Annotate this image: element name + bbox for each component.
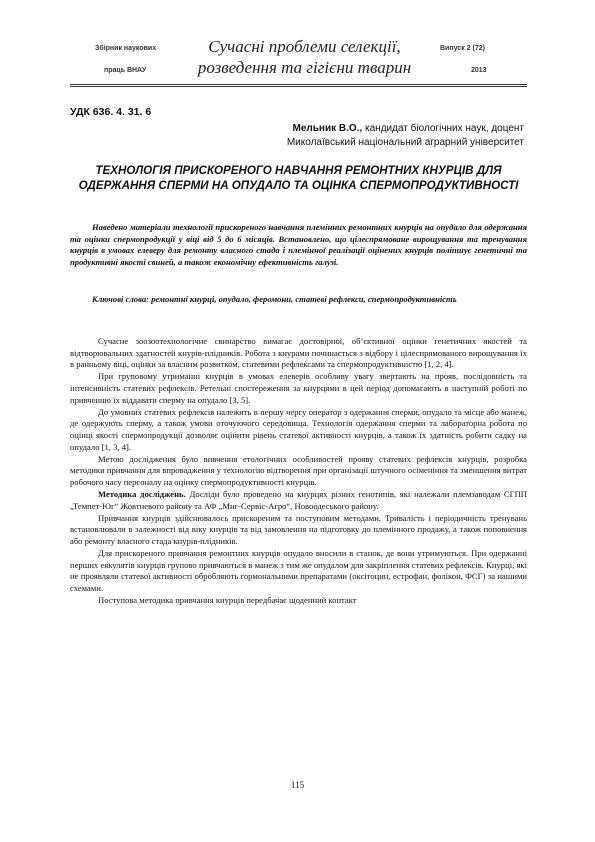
article-body — [70, 336, 527, 607]
body-paragraph — [70, 371, 527, 406]
keywords-text: ремонтні кнурці, опудало, феромони, статеві рефлекси, спермопродуктивність — [149, 294, 457, 304]
author-name: Мельник В.О., — [292, 123, 363, 134]
keywords — [70, 294, 527, 306]
section-heading: Методика досліджень. — [98, 489, 186, 500]
article-title: ТЕХНОЛОГІЯ ПРИСКОРЕНОГО НАВЧАННЯ РЕМОНТНИХ КНУРЦІВ ДЛЯ ОДЕРЖАННЯ СПЕРМИ НА ОПУДАЛО ТА ОЦІНКА СПЕРМОПРОДУКТИВНОСТІ — [78, 164, 519, 192]
body-paragraph — [70, 548, 527, 594]
paragraph-text: При груповому утриманні кнурців в умовах елеверів особливу увагу звертають на прояв, послідовність та інтенсивність статевих рефлексів. Ретельні спостереження за кнурцями в цей період допомагають в наступній роботі по привченню їх віддавати сперму на опудало [3, 5]. — [70, 371, 527, 405]
paragraph-text: Метою дослідження було вивчення етологічних особливостей прояву статевих рефлексів кнурців, розробка методики привчання для впровадження у технологію відтворення при організації штучного осіменіння та зменшення витрат робочого часу персоналу на оцінку спермопродуктивності кнурців. — [70, 453, 527, 487]
udk-code: УДК 636. 4. 31. 6 — [70, 106, 152, 118]
paragraph-text: Для прискореного привчання ремонтних кнурців опудало вносили в станок, де вони утримуються. При одержанні перших еякулятів кнурців групово привчаються в манеж з тим же опудалом для закріплення статевих рефлексів. Кнурці, які не проявляли статевої активності обробляють гормональними препаратами (оксітоцин, естрофан, фолікон, ФСГ) за нашими схемами. — [70, 548, 527, 594]
paragraph-text: Поступова методика привчання кнурців передбачає щоденний контакт — [98, 595, 357, 606]
body-paragraph — [70, 407, 527, 453]
header-left-bottom: праць ВНАУ — [104, 67, 147, 74]
author-affiliation: Миколаївський національний аграрний університет — [286, 137, 524, 148]
paragraph-text: До умовних статевих рефлексів належить в першу чергу оператор з одержання сперми, опудало та місце або манеж, де одержують сперму, а також умови оточуючого середовища. Технологія одержання сперми та лабораторна робота по оцінці якості спермопродукції дозволяє оцінити рівень статевої активності кнурців, а також їх здатність робити садку на опудало [1, 3, 4]. — [70, 406, 527, 452]
abstract: Наведено матеріали технології прискореного навчання племінних ремонтних кнурців на опудало для одержання та оцінки спермопродукції у віці від 5 до 6 місяців. Встановлено, що цілеспрямоване вирощування та тренування кнурців в умовах елеверу для ремонту власного стада і племінної реалізації оцінених кнурців поліпшує генетичні та продуктивні якості свиней, а також економічну ефективність галузі. — [70, 222, 527, 267]
paragraph-text: Сучасне зоозоотехнологічне свинарство вимагає достовірної, об’єктивної оцінки генетичних якостей та відтворювальних здатностей кнурів-плідників. Робота з кнурами починається з відбору і цілеспрямованого вирощування їх в ранньому віці, оцінки за власним розвитком, статевими рефлексами та спермопродуктивністю [1, 2, 4]. — [70, 336, 527, 370]
header-left-top: Збірник наукових — [95, 45, 157, 52]
keywords-label: Ключові слова: — [92, 294, 150, 304]
author-block — [287, 122, 524, 150]
author-degree: кандидат біологічних наук, доцент — [362, 123, 524, 134]
author-line — [287, 122, 524, 136]
header-title-line1: Сучасні проблеми селекції, — [208, 37, 401, 56]
body-paragraph — [70, 454, 527, 489]
body-paragraph — [70, 595, 527, 607]
header-right-top: Випуск 2 (72) — [440, 45, 485, 52]
header-divider — [70, 84, 527, 87]
header-right-bottom: 2013 — [471, 67, 487, 74]
body-paragraph — [70, 336, 527, 371]
body-paragraph — [70, 489, 527, 512]
paragraph-text: Привчання кнурців здійснювалось прискореним та поступовим методами. Тривалість і періодичність тренувань встановлювали в залежності від віку кнурців та від замовлення на підготовку до племінного продажу, а також поповнення або ремонту власного стада кнурів-плідників. — [70, 512, 527, 547]
body-paragraph — [70, 513, 527, 548]
header-title-line2: розведення та гігієни тварин — [197, 58, 412, 77]
paragraph-text: Досліди було проведено на кнурцях різних генотипів, які належали племзаводам СГПП „Темпет-Юг“ Жовтневого району та АФ „Миг-Сервіс-Агро“, Новоодеського району. — [70, 489, 527, 511]
page-number: 115 — [290, 780, 305, 790]
